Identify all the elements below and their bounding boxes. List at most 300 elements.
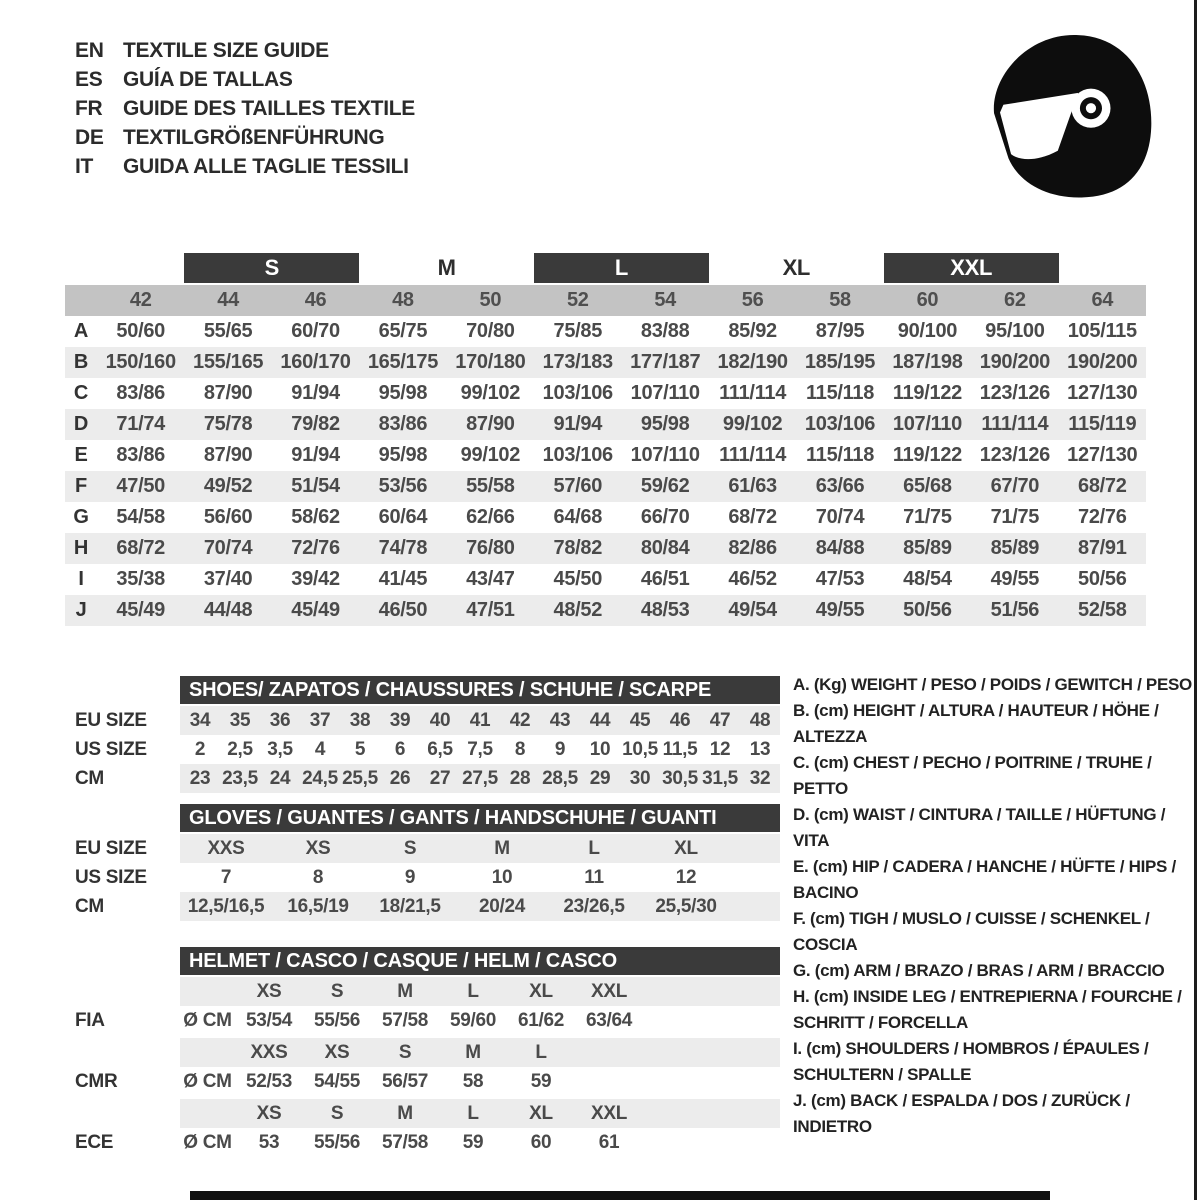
helmet-sizes-row xyxy=(65,1038,780,1067)
language-code: FR xyxy=(75,96,103,120)
size-cell: 83/86 xyxy=(378,413,428,435)
table-row xyxy=(65,706,780,735)
value-cell: 44 xyxy=(589,709,611,731)
value-strip xyxy=(180,977,780,1006)
size-cell: 177/187 xyxy=(630,351,701,373)
table-row xyxy=(65,764,780,793)
value-cell: 24 xyxy=(269,767,291,789)
size-cell: 82/86 xyxy=(728,537,777,559)
language-label: GUIDE DES TAILLES TEXTILE xyxy=(123,96,415,120)
size-row-letter: F xyxy=(75,475,87,497)
size-column-header: 60 xyxy=(916,289,939,311)
size-cell: 90/100 xyxy=(897,320,958,342)
value-cell: 5 xyxy=(354,738,366,760)
helmet-sizes-row xyxy=(65,977,780,1006)
size-column-header: L xyxy=(467,1102,479,1124)
value-cell: 25,5/30 xyxy=(655,895,717,917)
size-cell: 57/60 xyxy=(553,475,603,497)
language-code: EN xyxy=(75,38,104,62)
size-column-header: L xyxy=(467,980,479,1002)
size-cell: 47/51 xyxy=(466,599,515,621)
size-row-letter: E xyxy=(74,444,88,466)
value-cell: 4 xyxy=(314,738,326,760)
language-label: TEXTILGRÖßENFÜHRUNG xyxy=(123,125,385,149)
size-column-header: L xyxy=(535,1041,547,1063)
numeric-header-row xyxy=(65,285,1146,316)
size-cell: 75/85 xyxy=(553,320,603,342)
value-strip xyxy=(180,863,780,892)
size-column-header: 58 xyxy=(829,289,851,311)
value-cell: 54/55 xyxy=(313,1070,361,1092)
standard-label: FIA xyxy=(75,1009,105,1031)
value-cell: 55/56 xyxy=(313,1009,361,1031)
value-cell: 43 xyxy=(549,709,571,731)
label-spacer xyxy=(65,977,180,1006)
size-cell: 44/48 xyxy=(203,599,253,621)
value-cell: 6,5 xyxy=(427,738,453,760)
value-cell: L xyxy=(588,837,600,859)
size-cell: 45/50 xyxy=(553,568,603,590)
value-strip xyxy=(180,735,780,764)
value-strip xyxy=(180,1006,780,1035)
size-column-header: XL xyxy=(529,980,553,1002)
legend-item: B. (cm) HEIGHT / ALTURA / HAUTEUR / HÖHE / ALTEZZA xyxy=(793,701,1159,746)
value-cell: 46 xyxy=(669,709,691,731)
size-cell: 35/38 xyxy=(116,568,165,590)
value-strip xyxy=(180,1099,780,1128)
value-cell: 13 xyxy=(749,738,771,760)
legend-item: F. (cm) TIGH / MUSLO / CUISSE / SCHENKEL / COSCIA xyxy=(793,909,1150,954)
size-group-bar: S xyxy=(184,253,359,283)
value-cell: 23,5 xyxy=(222,767,258,789)
unit-label: Ø CM xyxy=(183,1131,232,1153)
size-cell: 79/82 xyxy=(291,413,340,435)
row-label: CM xyxy=(75,895,104,917)
table-row xyxy=(65,502,1146,533)
size-cell: 52/58 xyxy=(1078,599,1127,621)
size-cell: 115/118 xyxy=(806,444,875,466)
value-cell: 18/21,5 xyxy=(379,895,441,917)
table-row xyxy=(65,735,780,764)
size-cell: 49/54 xyxy=(728,599,777,621)
size-column-header: 62 xyxy=(1004,289,1026,311)
value-cell: 28 xyxy=(509,767,531,789)
value-strip xyxy=(180,764,780,793)
size-cell: 71/75 xyxy=(903,506,952,528)
legend-item: D. (cm) WAIST / CINTURA / TAILLE / HÜFTUNG / VITA xyxy=(793,805,1166,850)
size-cell: 127/130 xyxy=(1067,382,1138,404)
size-cell: 46/51 xyxy=(640,568,690,590)
size-column-header: XL xyxy=(529,1102,553,1124)
size-cell: 55/65 xyxy=(203,320,253,342)
value-cell: 61 xyxy=(598,1131,620,1153)
language-label: TEXTILE SIZE GUIDE xyxy=(123,38,329,62)
language-title-list xyxy=(75,36,415,181)
row-label: EU SIZE xyxy=(75,709,147,731)
size-group-bar: XXL xyxy=(884,253,1059,283)
value-cell: 40 xyxy=(429,709,451,731)
size-cell: 74/78 xyxy=(378,537,428,559)
size-cell: 65/75 xyxy=(378,320,428,342)
value-cell: 12 xyxy=(709,738,731,760)
size-column-header: XXS xyxy=(250,1041,288,1063)
value-cell: 42 xyxy=(509,709,531,731)
size-cell: 48/52 xyxy=(553,599,603,621)
size-cell: 105/115 xyxy=(1067,320,1137,342)
size-cell: 63/66 xyxy=(815,475,865,497)
value-cell: 10,5 xyxy=(622,738,658,760)
size-cell: 68/72 xyxy=(1078,475,1127,497)
table-row xyxy=(65,347,1146,378)
value-cell: XS xyxy=(305,837,331,859)
value-cell: 34 xyxy=(189,709,211,731)
size-column-header: 64 xyxy=(1091,289,1114,311)
size-cell: 55/58 xyxy=(466,475,515,497)
size-group-bar: L xyxy=(534,253,709,283)
size-cell: 83/86 xyxy=(116,382,165,404)
helmet-values-row xyxy=(65,1006,780,1035)
size-cell: 95/98 xyxy=(640,413,690,435)
size-cell: 187/198 xyxy=(892,351,963,373)
value-cell: 2 xyxy=(194,738,206,760)
size-cell: 83/88 xyxy=(640,320,690,342)
size-cell: 103/106 xyxy=(542,444,613,466)
value-strip xyxy=(180,1067,780,1096)
size-cell: 87/90 xyxy=(203,444,253,466)
value-cell: 6 xyxy=(394,738,406,760)
value-cell: 8 xyxy=(514,738,526,760)
size-row-letter: D xyxy=(73,413,89,435)
size-cell: 76/80 xyxy=(466,537,515,559)
value-cell: 24,5 xyxy=(302,767,338,789)
row-label: CM xyxy=(75,767,104,789)
value-cell: 10 xyxy=(589,738,611,760)
size-cell: 47/53 xyxy=(815,568,865,590)
label-spacer xyxy=(65,947,180,975)
size-cell: 91/94 xyxy=(553,413,603,435)
value-cell: 10 xyxy=(491,866,513,888)
size-cell: 56/60 xyxy=(203,506,253,528)
size-cell: 60/70 xyxy=(291,320,340,342)
value-cell: S xyxy=(403,837,417,859)
legend-item: A. (Kg) WEIGHT / PESO / POIDS / GEWITCH / PESO xyxy=(793,675,1192,694)
size-column-header: 54 xyxy=(654,289,677,311)
value-cell: 59/60 xyxy=(449,1009,497,1031)
value-cell: 58 xyxy=(462,1070,484,1092)
size-cell: 84/88 xyxy=(815,537,865,559)
size-cell: 68/72 xyxy=(116,537,165,559)
value-cell: 32 xyxy=(749,767,771,789)
standard-label: ECE xyxy=(75,1131,114,1153)
value-cell: 56/57 xyxy=(381,1070,429,1092)
size-cell: 87/90 xyxy=(203,382,253,404)
size-group-label: XL xyxy=(782,255,811,280)
helmet-values-row xyxy=(65,1067,780,1096)
value-cell: 11,5 xyxy=(662,738,698,760)
helmet-sizes-row xyxy=(65,1099,780,1128)
value-cell: 30,5 xyxy=(662,767,698,789)
value-cell: 41 xyxy=(469,709,491,731)
size-column-header: XXL xyxy=(590,980,628,1002)
value-cell: 53/54 xyxy=(245,1009,293,1031)
size-cell: 99/102 xyxy=(722,413,783,435)
size-column-header: 46 xyxy=(304,289,327,311)
value-cell: 7,5 xyxy=(467,738,493,760)
helmet-size-table xyxy=(65,947,780,1157)
size-cell: 95/98 xyxy=(378,382,428,404)
size-cell: 43/47 xyxy=(466,568,515,590)
size-cell: 46/50 xyxy=(378,599,428,621)
table-row xyxy=(65,471,1146,502)
language-row xyxy=(75,123,415,152)
size-cell: 190/200 xyxy=(979,351,1050,373)
size-cell: 68/72 xyxy=(728,506,777,528)
value-cell: 7 xyxy=(220,866,232,888)
value-cell: 31,5 xyxy=(702,767,738,789)
size-cell: 75/78 xyxy=(203,413,253,435)
size-cell: 87/91 xyxy=(1078,537,1127,559)
table-row xyxy=(65,533,1146,564)
size-column-header: M xyxy=(397,1102,413,1124)
table-title: HELMET / CASCO / CASQUE / HELM / CASCO xyxy=(180,947,780,975)
size-cell: 53/56 xyxy=(378,475,428,497)
unit-label: Ø CM xyxy=(183,1070,232,1092)
value-cell: 57/58 xyxy=(381,1009,429,1031)
value-cell: 59 xyxy=(462,1131,484,1153)
size-cell: 170/180 xyxy=(455,351,526,373)
size-cell: 72/76 xyxy=(291,537,340,559)
value-cell: 57/58 xyxy=(381,1131,429,1153)
size-cell: 70/80 xyxy=(466,320,515,342)
table-title-row xyxy=(65,804,780,832)
racing-helmet-icon xyxy=(983,26,1153,204)
size-cell: 123/126 xyxy=(979,382,1050,404)
size-row-letter: A xyxy=(73,320,89,342)
table-title: GLOVES / GUANTES / GANTS / HANDSCHUHE / GUANTI xyxy=(180,804,780,832)
table-row xyxy=(65,316,1146,347)
value-cell: 29 xyxy=(589,767,611,789)
size-cell: 66/70 xyxy=(640,506,690,528)
row-label: US SIZE xyxy=(75,866,147,888)
size-cell: 91/94 xyxy=(291,382,340,404)
value-cell: 30 xyxy=(629,767,651,789)
language-label: GUÍA DE TALLAS xyxy=(123,67,293,91)
value-cell: 12,5/16,5 xyxy=(187,895,265,917)
value-strip xyxy=(180,706,780,735)
size-cell: 95/100 xyxy=(985,320,1045,342)
size-cell: 85/92 xyxy=(728,320,777,342)
row-label: EU SIZE xyxy=(75,837,147,859)
language-code: ES xyxy=(75,67,103,91)
value-cell: 55/56 xyxy=(313,1131,361,1153)
legend-item: E. (cm) HIP / CADERA / HANCHE / HÜFTE / HIPS / BACINO xyxy=(793,857,1176,902)
value-cell: 52/53 xyxy=(245,1070,293,1092)
value-cell: 61/62 xyxy=(517,1009,565,1031)
size-cell: 39/42 xyxy=(291,568,340,590)
size-cell: 72/76 xyxy=(1078,506,1127,528)
language-code: IT xyxy=(75,154,94,178)
size-row-letter: G xyxy=(73,506,89,528)
language-row xyxy=(75,152,415,181)
legend-item: H. (cm) INSIDE LEG / ENTREPIERNA / FOURCHE / SCHRITT / FORCELLA xyxy=(793,987,1182,1032)
language-row xyxy=(75,94,415,123)
table-row xyxy=(65,564,1146,595)
value-strip xyxy=(180,1128,780,1157)
size-cell: 111/114 xyxy=(719,382,787,404)
size-cell: 60/64 xyxy=(378,506,428,528)
value-cell: 11 xyxy=(584,866,604,888)
size-cell: 150/160 xyxy=(105,351,176,373)
value-cell: 28,5 xyxy=(542,767,578,789)
size-column-header: 50 xyxy=(479,289,502,311)
size-cell: 83/86 xyxy=(116,444,165,466)
value-cell: 48 xyxy=(749,709,771,731)
table-row xyxy=(65,892,780,921)
value-cell: 36 xyxy=(269,709,291,731)
size-cell: 87/90 xyxy=(466,413,515,435)
size-cell: 62/66 xyxy=(466,506,515,528)
size-cell: 49/55 xyxy=(815,599,865,621)
garment-size-table xyxy=(65,253,1146,626)
legend-item: I. (cm) SHOULDERS / HOMBROS / ÉPAULES / SCHULTERN / SPALLE xyxy=(793,1039,1149,1084)
size-cell: 80/84 xyxy=(640,537,690,559)
value-cell: 47 xyxy=(709,709,731,731)
size-cell: 71/74 xyxy=(116,413,165,435)
size-cell: 65/68 xyxy=(903,475,952,497)
size-cell: 49/52 xyxy=(203,475,253,497)
value-cell: 39 xyxy=(389,709,411,731)
size-cell: 70/74 xyxy=(203,537,253,559)
size-cell: 99/102 xyxy=(460,444,521,466)
table-row xyxy=(65,409,1146,440)
legend-item: G. (cm) ARM / BRAZO / BRAS / ARM / BRACCIO xyxy=(793,961,1165,980)
value-cell: 9 xyxy=(404,866,416,888)
size-column-header: S xyxy=(398,1041,412,1063)
value-cell: 37 xyxy=(309,709,331,731)
size-row-letter: B xyxy=(73,351,89,373)
size-cell: 99/102 xyxy=(460,382,521,404)
value-cell: 38 xyxy=(349,709,371,731)
label-spacer xyxy=(65,1038,180,1067)
size-row-letter: J xyxy=(75,599,87,621)
size-cell: 51/56 xyxy=(990,599,1040,621)
value-cell: 23 xyxy=(189,767,211,789)
size-cell: 51/54 xyxy=(291,475,340,497)
value-cell: XXS xyxy=(207,837,245,859)
table-row xyxy=(65,440,1146,471)
standard-label: CMR xyxy=(75,1070,118,1092)
size-cell: 119/122 xyxy=(892,382,962,404)
size-cell: 46/52 xyxy=(728,568,777,590)
size-cell: 61/63 xyxy=(728,475,777,497)
measurement-legend xyxy=(793,672,1193,1140)
value-strip xyxy=(180,834,780,863)
size-cell: 103/106 xyxy=(804,413,876,435)
size-cell: 123/126 xyxy=(979,444,1050,466)
legend-item: C. (cm) CHEST / PECHO / POITRINE / TRUHE / PETTO xyxy=(793,753,1152,798)
size-cell: 58/62 xyxy=(291,506,340,528)
size-cell: 49/55 xyxy=(990,568,1040,590)
size-cell: 119/122 xyxy=(892,444,962,466)
value-cell: XL xyxy=(674,837,698,859)
size-cell: 71/75 xyxy=(990,506,1040,528)
size-column-header: M xyxy=(397,980,413,1002)
size-column-header: 56 xyxy=(741,289,764,311)
size-cell: 37/40 xyxy=(203,568,253,590)
size-cell: 85/89 xyxy=(903,537,952,559)
table-row xyxy=(65,378,1146,409)
size-cell: 95/98 xyxy=(378,444,428,466)
size-cell: 45/49 xyxy=(291,599,340,621)
size-cell: 50/56 xyxy=(1078,568,1127,590)
value-cell: 59 xyxy=(530,1070,552,1092)
language-row xyxy=(75,36,415,65)
table-row xyxy=(65,863,780,892)
value-cell: 23/26,5 xyxy=(563,895,625,917)
size-cell: 78/82 xyxy=(553,537,603,559)
size-column-header: M xyxy=(465,1041,481,1063)
size-cell: 85/89 xyxy=(990,537,1040,559)
size-cell: 107/110 xyxy=(630,444,700,466)
size-cell: 107/110 xyxy=(630,382,700,404)
size-cell: 67/70 xyxy=(990,475,1040,497)
size-cell: 160/170 xyxy=(280,351,351,373)
size-cell: 41/45 xyxy=(378,568,428,590)
value-cell: M xyxy=(494,837,510,859)
size-column-header: 48 xyxy=(392,289,414,311)
size-cell: 173/183 xyxy=(542,351,613,373)
size-cell: 48/53 xyxy=(640,599,690,621)
size-cell: 70/74 xyxy=(815,506,865,528)
size-cell: 59/62 xyxy=(640,475,690,497)
language-code: DE xyxy=(75,125,104,149)
size-cell: 190/200 xyxy=(1067,351,1138,373)
value-cell: 60 xyxy=(530,1131,552,1153)
value-strip xyxy=(180,1038,780,1067)
size-group-row xyxy=(65,253,1146,283)
value-cell: 53 xyxy=(258,1131,280,1153)
value-cell: 45 xyxy=(629,709,651,731)
value-cell: 12 xyxy=(675,866,697,888)
size-cell: 64/68 xyxy=(553,506,603,528)
language-row xyxy=(75,65,415,94)
size-column-header: XS xyxy=(324,1041,350,1063)
size-cell: 50/56 xyxy=(903,599,952,621)
shoes-size-table xyxy=(65,676,780,793)
size-cell: 87/95 xyxy=(815,320,865,342)
size-cell: 115/118 xyxy=(806,382,875,404)
size-cell: 48/54 xyxy=(903,568,952,590)
size-cell: 50/60 xyxy=(116,320,165,342)
size-column-header: S xyxy=(330,980,344,1002)
size-column-header: 42 xyxy=(129,289,152,311)
value-cell: 2,5 xyxy=(227,738,253,760)
label-spacer xyxy=(65,676,180,704)
size-cell: 155/165 xyxy=(193,351,264,373)
size-cell: 182/190 xyxy=(717,351,788,373)
value-cell: 26 xyxy=(389,767,411,789)
value-cell: 3,5 xyxy=(267,738,293,760)
row-label: US SIZE xyxy=(75,738,147,760)
table-title-row xyxy=(65,676,780,704)
size-cell: 47/50 xyxy=(116,475,165,497)
value-cell: 27,5 xyxy=(462,767,498,789)
table-row xyxy=(65,834,780,863)
size-column-header: XS xyxy=(256,1102,282,1124)
label-spacer xyxy=(65,1099,180,1128)
table-title-row xyxy=(65,947,780,975)
size-cell: 45/49 xyxy=(116,599,165,621)
